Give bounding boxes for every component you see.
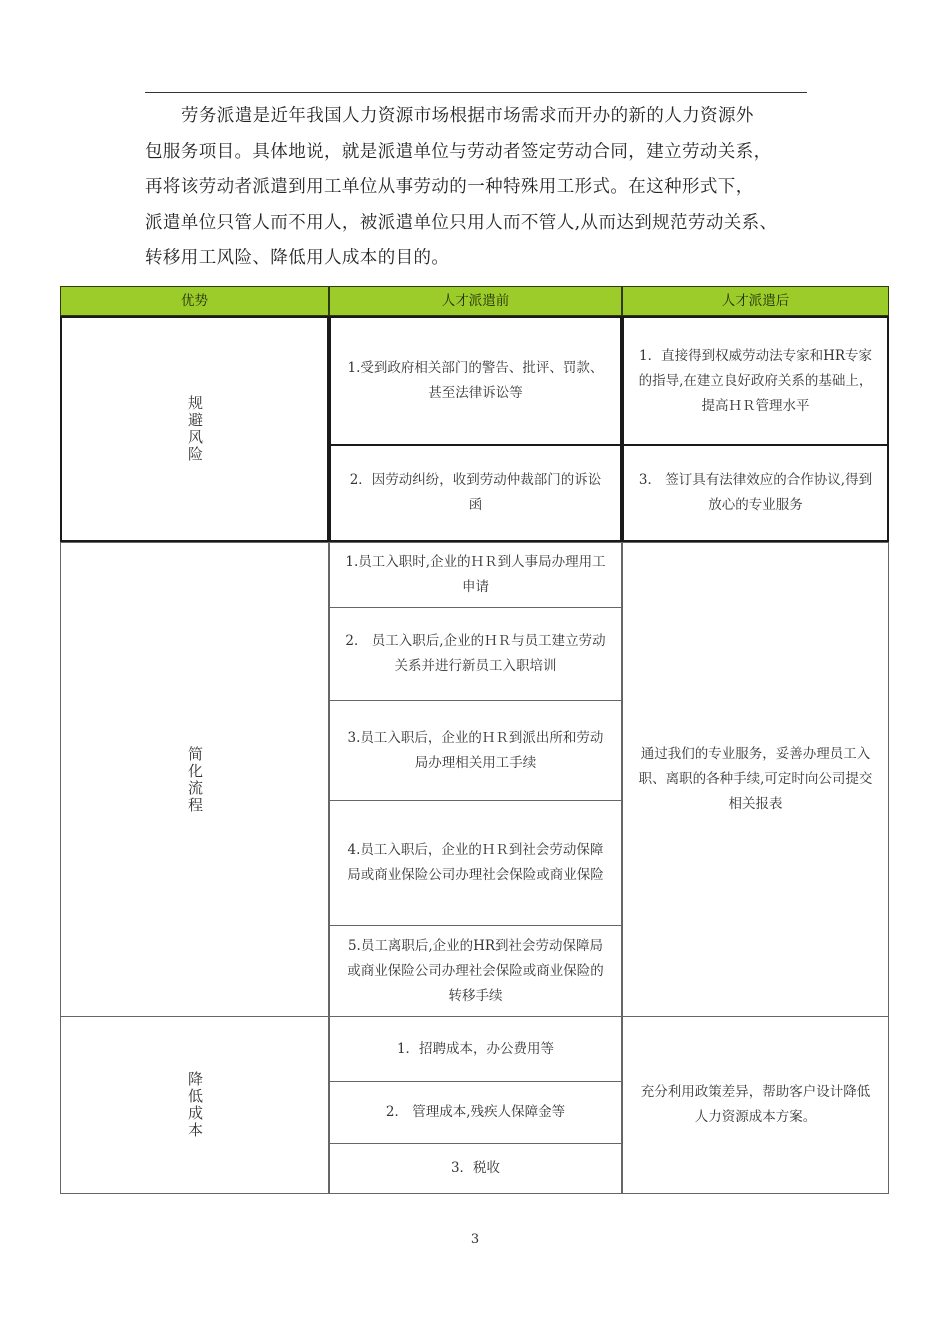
- intro-line: 劳务派遣是近年我国人力资源市场根据市场需求而开办的新的人力资源外: [181, 106, 754, 126]
- before-cell: 1．招聘成本，办公费用等: [329, 1016, 622, 1082]
- intro-line: 再将该劳动者派遣到用工单位从事劳动的一种特殊用工形式。在这种形式下，: [145, 177, 754, 197]
- group-label-cost: 降低成本: [186, 1071, 204, 1139]
- before-cell: 2．因劳动纠纷，收到劳动仲裁部门的诉讼函: [329, 444, 622, 542]
- intro-line: 包服务项目。具体地说，就是派遣单位与劳动者签定劳动合同，建立劳动关系，: [145, 141, 772, 162]
- intro-paragraph: [145, 99, 825, 277]
- comparison-table: [60, 286, 889, 1194]
- group-label-cell: [60, 542, 329, 1017]
- after-cell: 充分利用政策差异，帮助客户设计降低人力资源成本方案。: [622, 1016, 889, 1194]
- header-after: 人才派遣后: [622, 286, 889, 316]
- intro-line: 转移用工风险、降低用人成本的目的。: [145, 248, 450, 268]
- after-cell: 1．直接得到权威劳动法专家和HR专家的指导,在建立良好政府关系的基础上，提高ＨＲ管理水平: [622, 316, 889, 446]
- before-cell: 3．税收: [329, 1143, 622, 1194]
- after-cell: 3． 签订具有法律效应的合作协议,得到放心的专业服务: [622, 444, 889, 542]
- before-cell: 3.员工入职后，企业的ＨＲ到派出所和劳动局办理相关用工手续: [329, 700, 622, 801]
- intro-line: 派遣单位只管人而不用人，被派遣单位只用人而不管人,从而达到规范劳动关系、: [145, 212, 778, 233]
- group-label-risk: 规避风险: [186, 395, 204, 463]
- before-cell: 5.员工离职后,企业的HR到社会劳动保障局或商业保险公司办理社会保险或商业保险的转移手续: [329, 925, 622, 1017]
- before-cell: 4.员工入职后，企业的ＨＲ到社会劳动保障局或商业保险公司办理社会保险或商业保险: [329, 800, 622, 926]
- before-cell: 1.员工入职时,企业的ＨＲ到人事局办理用工申请: [329, 542, 622, 608]
- header-before: 人才派遣前: [329, 286, 622, 316]
- before-cell: 1.受到政府相关部门的警告、批评、罚款、甚至法律诉讼等: [329, 316, 622, 446]
- header-advantage: 优势: [60, 286, 329, 316]
- group-label-cell: [60, 1016, 329, 1194]
- before-cell: 2． 管理成本,残疾人保障金等: [329, 1081, 622, 1144]
- before-cell: 2． 员工入职后,企业的ＨＲ与员工建立劳动关系并进行新员工入职培训: [329, 607, 622, 701]
- page-number: 3: [470, 1232, 480, 1247]
- after-cell: 通过我们的专业服务，妥善办理员工入职、离职的各种手续,可定时向公司提交相关报表: [622, 542, 889, 1017]
- group-label-cell: [60, 316, 329, 542]
- group-label-simplify: 简化流程: [186, 745, 204, 814]
- header-rule: [145, 92, 807, 93]
